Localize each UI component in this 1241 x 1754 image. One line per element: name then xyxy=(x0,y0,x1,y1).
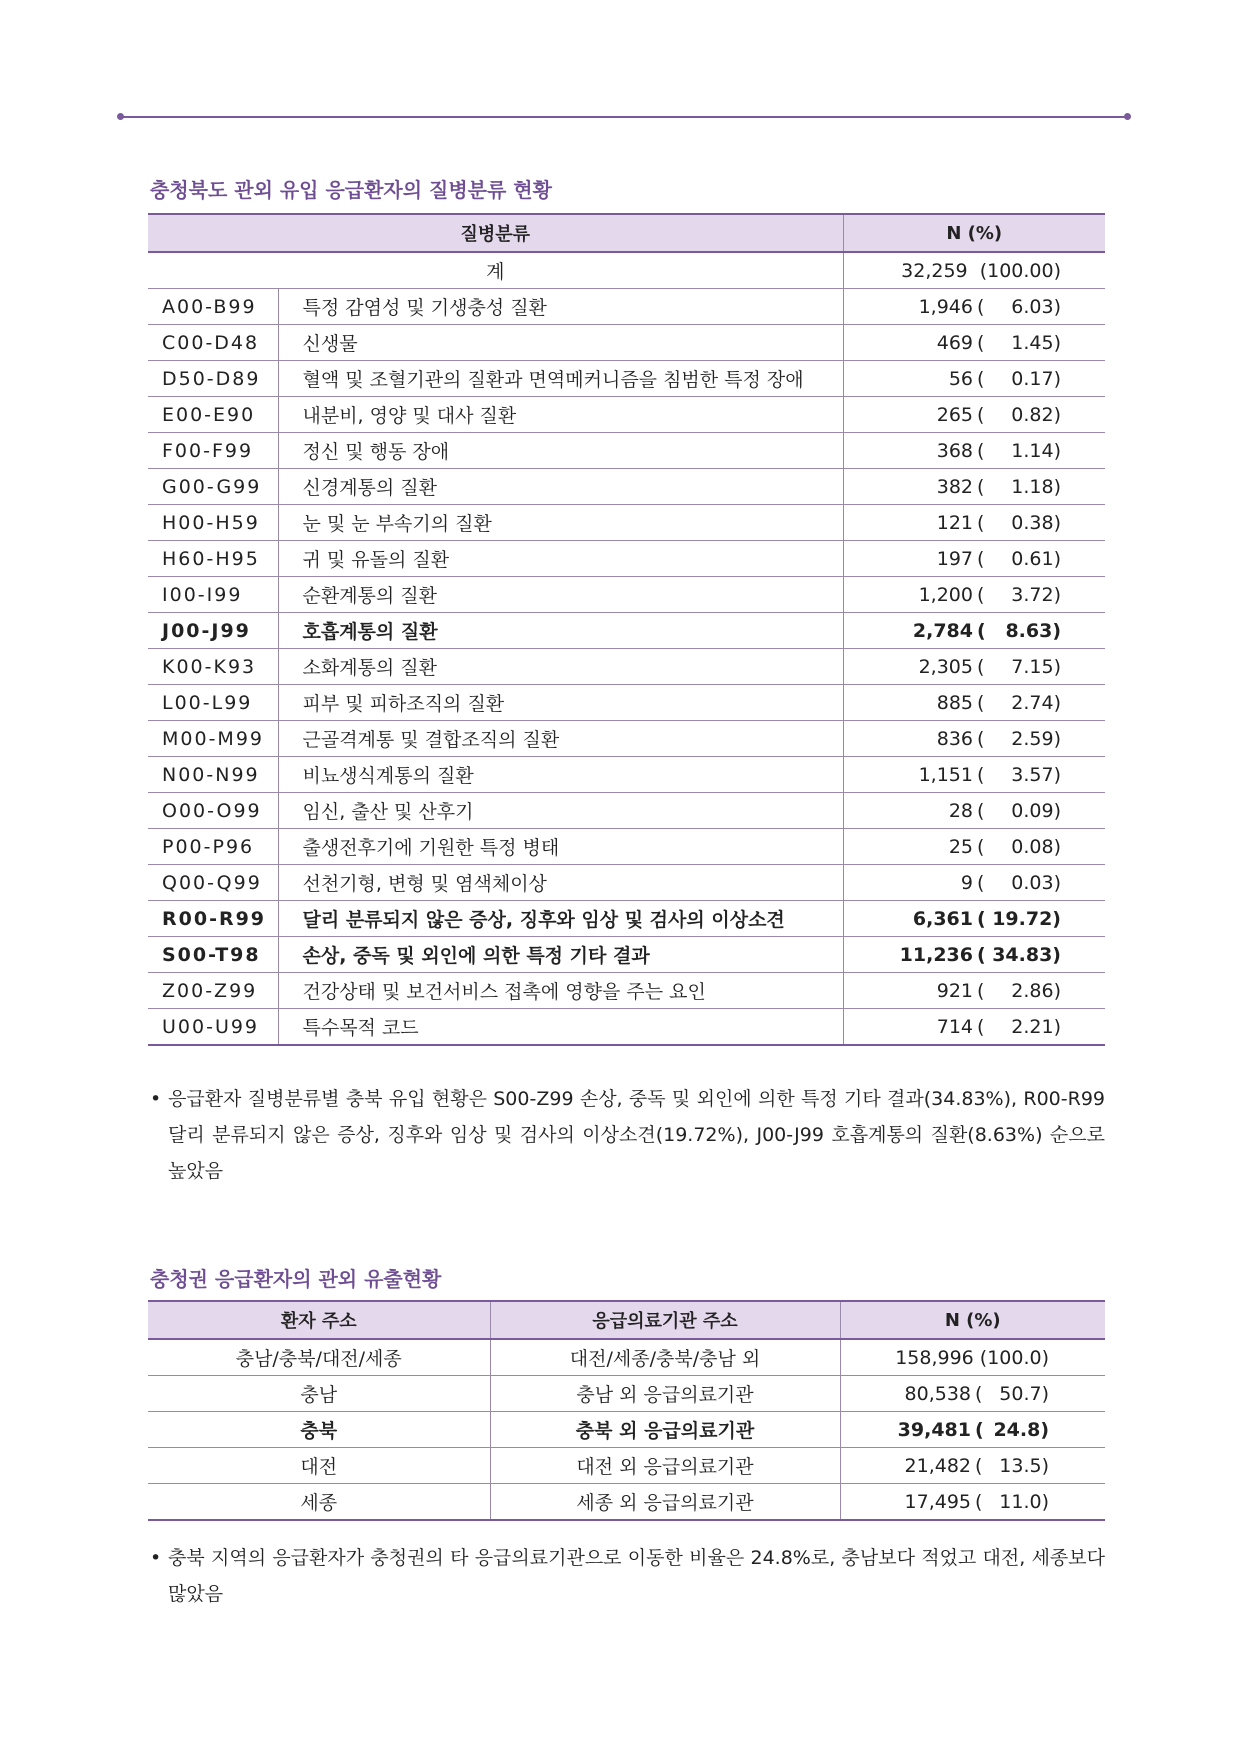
disease-name: 혈액 및 조혈기관의 질환과 면역메커니즘을 침범한 특정 장애 xyxy=(278,361,843,397)
total-pct: (100.00) xyxy=(979,259,1061,282)
disease-code: R00-R99 xyxy=(148,901,278,937)
paren: ( xyxy=(977,295,985,318)
paren: ( xyxy=(977,1015,985,1038)
disease-name: 신생물 xyxy=(278,325,843,361)
table-row xyxy=(148,1484,1105,1521)
paren: ( xyxy=(977,403,985,426)
disease-name: 눈 및 눈 부속기의 질환 xyxy=(278,505,843,541)
disease-name: 특정 감염성 및 기생충성 질환 xyxy=(278,289,843,325)
count-value: 382 xyxy=(936,475,973,498)
count-value: 11,236 xyxy=(899,943,973,966)
facility-address: 충북 외 응급의료기관 xyxy=(490,1412,840,1448)
disease-code: I00-I99 xyxy=(148,577,278,613)
percent-value: 0.17) xyxy=(1011,367,1061,390)
table1-title: 충청북도 관외 유입 응급환자의 질병분류 현황 xyxy=(150,178,552,202)
table-row xyxy=(148,1339,1105,1376)
disease-code: O00-O99 xyxy=(148,793,278,829)
count-cell xyxy=(843,829,1105,865)
percent-value: 0.03) xyxy=(1011,871,1061,894)
count-cell xyxy=(843,433,1105,469)
count-cell xyxy=(843,397,1105,433)
total-value xyxy=(843,252,1105,289)
count-cell xyxy=(843,901,1105,937)
percent-value: 2.21) xyxy=(1011,1015,1061,1038)
percent-value: 0.08) xyxy=(1011,835,1061,858)
percent-value: 0.38) xyxy=(1011,511,1061,534)
total-label: 계 xyxy=(148,252,843,289)
disease-code: E00-E90 xyxy=(148,397,278,433)
paren: ( xyxy=(977,871,985,894)
percent-value: 3.72) xyxy=(1011,583,1061,606)
percent-value: 1.45) xyxy=(1011,331,1061,354)
count-value: 2,305 xyxy=(918,655,973,678)
count-value: 28 xyxy=(948,799,973,822)
header-n: N (%) xyxy=(843,214,1105,252)
table-row xyxy=(148,685,1105,721)
header-category: 질병분류 xyxy=(148,214,843,252)
count-value: 17,495 xyxy=(904,1490,971,1513)
disease-name: 호흡계통의 질환 xyxy=(278,613,843,649)
count-cell xyxy=(843,757,1105,793)
percent-value: 2.86) xyxy=(1011,979,1061,1002)
percent-value: 11.0) xyxy=(999,1490,1049,1513)
paren: ( xyxy=(977,907,986,930)
count-cell xyxy=(843,613,1105,649)
count-value: 39,481 xyxy=(897,1418,971,1441)
percent-value: 13.5) xyxy=(999,1454,1049,1477)
paren: ( xyxy=(977,439,985,462)
count-cell xyxy=(843,325,1105,361)
disease-name: 내분비, 영양 및 대사 질환 xyxy=(278,397,843,433)
count-cell xyxy=(840,1412,1105,1448)
table1-note xyxy=(150,1081,1105,1189)
divider-dot-right xyxy=(1124,113,1131,120)
disease-name: 건강상태 및 보건서비스 접촉에 영향을 주는 요인 xyxy=(278,973,843,1009)
table-row xyxy=(148,505,1105,541)
percent-value: 2.74) xyxy=(1011,691,1061,714)
table-row xyxy=(148,289,1105,325)
count-cell xyxy=(840,1339,1105,1376)
facility-address: 충남 외 응급의료기관 xyxy=(490,1376,840,1412)
divider-dot-left xyxy=(117,113,124,120)
table-row xyxy=(148,1448,1105,1484)
table-row xyxy=(148,865,1105,901)
count-value: 1,946 xyxy=(918,295,973,318)
count-value: 368 xyxy=(936,439,973,462)
disease-code: L00-L99 xyxy=(148,685,278,721)
table-row xyxy=(148,325,1105,361)
outflow-table xyxy=(148,1300,1105,1521)
paren: ( xyxy=(975,1490,983,1513)
percent-value: 6.03) xyxy=(1011,295,1061,318)
count-cell xyxy=(843,541,1105,577)
count-cell xyxy=(840,1484,1105,1521)
disease-code: F00-F99 xyxy=(148,433,278,469)
table-row xyxy=(148,613,1105,649)
table-row xyxy=(148,1376,1105,1412)
disease-classification-table xyxy=(148,213,1105,1046)
percent-value: 34.83) xyxy=(992,943,1061,966)
table-row xyxy=(148,757,1105,793)
percent-value: 24.8) xyxy=(993,1418,1049,1441)
table-row xyxy=(148,397,1105,433)
percent-value: (100.0) xyxy=(979,1346,1049,1369)
table-row xyxy=(148,577,1105,613)
percent-value: 0.61) xyxy=(1011,547,1061,570)
table-row xyxy=(148,541,1105,577)
table-row xyxy=(148,973,1105,1009)
disease-name: 출생전후기에 기원한 특정 병태 xyxy=(278,829,843,865)
table1-note-text: 응급환자 질병분류별 충북 유입 현황은 S00-Z99 손상, 중독 및 외인에 의한 특정 기타 결과(34.83%), R00-R99 달리 분류되지 않은 증상, 징후와 임상 및 검사의 이상소견(19.72%), J00-J99 호흡계통의 질환(8.63%) 순으로 높았음 xyxy=(168,1088,1105,1182)
disease-code: D50-D89 xyxy=(148,361,278,397)
count-cell xyxy=(843,505,1105,541)
table-row xyxy=(148,829,1105,865)
paren: ( xyxy=(977,367,985,390)
patient-address: 대전 xyxy=(148,1448,490,1484)
count-cell xyxy=(843,937,1105,973)
disease-name: 임신, 출산 및 산후기 xyxy=(278,793,843,829)
count-cell xyxy=(843,865,1105,901)
disease-code: P00-P96 xyxy=(148,829,278,865)
disease-name: 손상, 중독 및 외인에 의한 특정 기타 결과 xyxy=(278,937,843,973)
count-value: 21,482 xyxy=(904,1454,971,1477)
paren: ( xyxy=(977,727,985,750)
disease-name: 정신 및 행동 장애 xyxy=(278,433,843,469)
percent-value: 19.72) xyxy=(992,907,1061,930)
disease-name: 선천기형, 변형 및 염색체이상 xyxy=(278,865,843,901)
bullet-icon: • xyxy=(150,1088,162,1110)
percent-value: 2.59) xyxy=(1011,727,1061,750)
disease-code: K00-K93 xyxy=(148,649,278,685)
count-cell xyxy=(843,289,1105,325)
table2-title: 충청권 응급환자의 관외 유출현황 xyxy=(150,1267,442,1291)
disease-code: Z00-Z99 xyxy=(148,973,278,1009)
disease-name: 순환계통의 질환 xyxy=(278,577,843,613)
count-value: 9 xyxy=(960,871,973,894)
paren: ( xyxy=(977,475,985,498)
disease-code: M00-M99 xyxy=(148,721,278,757)
table-row xyxy=(148,937,1105,973)
paren: ( xyxy=(975,1382,983,1405)
paren: ( xyxy=(977,511,985,534)
table-row xyxy=(148,1412,1105,1448)
patient-address: 충남/충북/대전/세종 xyxy=(148,1339,490,1376)
count-value: 197 xyxy=(936,547,973,570)
table-row xyxy=(148,361,1105,397)
disease-code: H60-H95 xyxy=(148,541,278,577)
facility-address: 대전/세종/충북/충남 외 xyxy=(490,1339,840,1376)
table-row xyxy=(148,469,1105,505)
paren: ( xyxy=(977,979,985,1002)
facility-address: 세종 외 응급의료기관 xyxy=(490,1484,840,1521)
disease-code: A00-B99 xyxy=(148,289,278,325)
paren: ( xyxy=(977,547,985,570)
disease-code: G00-G99 xyxy=(148,469,278,505)
percent-value: 0.82) xyxy=(1011,403,1061,426)
paren: ( xyxy=(977,835,985,858)
count-cell xyxy=(843,721,1105,757)
disease-name: 특수목적 코드 xyxy=(278,1009,843,1046)
patient-address: 충남 xyxy=(148,1376,490,1412)
disease-name: 피부 및 피하조직의 질환 xyxy=(278,685,843,721)
disease-code: C00-D48 xyxy=(148,325,278,361)
disease-name: 비뇨생식계통의 질환 xyxy=(278,757,843,793)
count-cell xyxy=(843,469,1105,505)
total-n: 32,259 xyxy=(901,259,968,282)
patient-address: 세종 xyxy=(148,1484,490,1521)
count-value: 469 xyxy=(936,331,973,354)
count-cell xyxy=(840,1448,1105,1484)
count-value: 265 xyxy=(936,403,973,426)
disease-code: U00-U99 xyxy=(148,1009,278,1046)
disease-code: S00-T98 xyxy=(148,937,278,973)
count-value: 885 xyxy=(936,691,973,714)
count-cell xyxy=(843,649,1105,685)
table-row xyxy=(148,901,1105,937)
top-divider xyxy=(120,116,1128,118)
count-value: 1,151 xyxy=(918,763,973,786)
paren: ( xyxy=(977,799,985,822)
count-value: 6,361 xyxy=(912,907,973,930)
header-address: 환자 주소 xyxy=(148,1301,490,1339)
paren: ( xyxy=(977,619,986,642)
percent-value: 3.57) xyxy=(1011,763,1061,786)
count-cell xyxy=(843,685,1105,721)
table-row xyxy=(148,793,1105,829)
count-value: 80,538 xyxy=(904,1382,971,1405)
count-value: 121 xyxy=(936,511,973,534)
disease-code: H00-H59 xyxy=(148,505,278,541)
count-value: 714 xyxy=(936,1015,973,1038)
patient-address: 충북 xyxy=(148,1412,490,1448)
count-value: 836 xyxy=(936,727,973,750)
count-cell xyxy=(843,973,1105,1009)
disease-name: 귀 및 유돌의 질환 xyxy=(278,541,843,577)
bullet-icon: • xyxy=(150,1547,162,1569)
table2-note-text: 충북 지역의 응급환자가 충청권의 타 응급의료기관으로 이동한 비율은 24.8%로, 충남보다 적었고 대전, 세종보다 많았음 xyxy=(168,1547,1105,1605)
total-row xyxy=(148,252,1105,289)
table-row xyxy=(148,721,1105,757)
percent-value: 8.63) xyxy=(1005,619,1061,642)
disease-name: 소화계통의 질환 xyxy=(278,649,843,685)
count-value: 921 xyxy=(936,979,973,1002)
disease-name: 근골격계통 및 결합조직의 질환 xyxy=(278,721,843,757)
table-row xyxy=(148,1009,1105,1046)
paren: ( xyxy=(977,943,986,966)
paren: ( xyxy=(977,691,985,714)
percent-value: 7.15) xyxy=(1011,655,1061,678)
percent-value: 0.09) xyxy=(1011,799,1061,822)
disease-code: J00-J99 xyxy=(148,613,278,649)
percent-value: 1.14) xyxy=(1011,439,1061,462)
paren: ( xyxy=(977,583,985,606)
count-value: 1,200 xyxy=(918,583,973,606)
facility-address: 대전 외 응급의료기관 xyxy=(490,1448,840,1484)
percent-value: 1.18) xyxy=(1011,475,1061,498)
disease-name: 달리 분류되지 않은 증상, 징후와 임상 및 검사의 이상소견 xyxy=(278,901,843,937)
count-cell xyxy=(843,1009,1105,1046)
header-n2: N (%) xyxy=(840,1301,1105,1339)
paren: ( xyxy=(977,331,985,354)
disease-name: 신경계통의 질환 xyxy=(278,469,843,505)
count-value: 2,784 xyxy=(912,619,973,642)
count-cell xyxy=(843,361,1105,397)
count-cell xyxy=(840,1376,1105,1412)
table-row xyxy=(148,649,1105,685)
percent-value: 50.7) xyxy=(999,1382,1049,1405)
paren: ( xyxy=(975,1454,983,1477)
count-value: 25 xyxy=(948,835,973,858)
paren: ( xyxy=(977,655,985,678)
count-value: 56 xyxy=(948,367,973,390)
count-cell xyxy=(843,577,1105,613)
count-cell xyxy=(843,793,1105,829)
disease-code: Q00-Q99 xyxy=(148,865,278,901)
table2-note xyxy=(150,1540,1105,1612)
paren: ( xyxy=(975,1418,984,1441)
disease-code: N00-N99 xyxy=(148,757,278,793)
table-row xyxy=(148,433,1105,469)
count-value: 158,996 xyxy=(895,1346,974,1369)
header-facility: 응급의료기관 주소 xyxy=(490,1301,840,1339)
paren: ( xyxy=(977,763,985,786)
